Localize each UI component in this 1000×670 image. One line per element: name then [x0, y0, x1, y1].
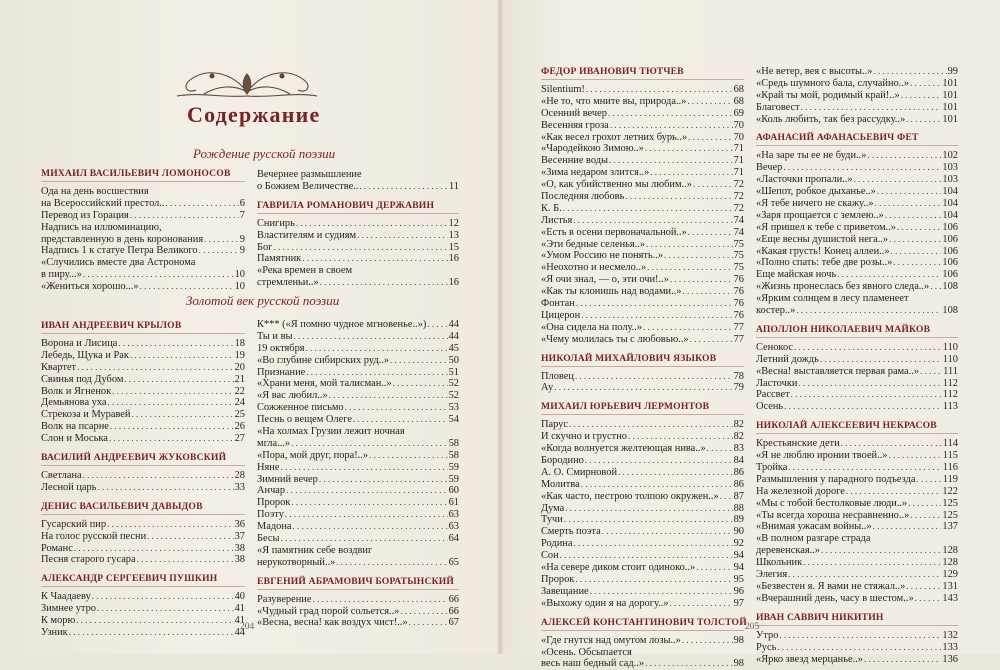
toc-entry[interactable]: «О, как убийственно мы любим..» . . . 72: [541, 179, 744, 191]
author-heading: АЛЕКСАНДР СЕРГЕЕВИЧ ПУШКИН: [41, 573, 218, 585]
toc-entry[interactable]: весь наш бедный сад..» . . . 98: [541, 658, 744, 670]
toc-entry[interactable]: Надпись 1 к статуе Петра Великого . . . 9: [41, 245, 245, 257]
toc-entry[interactable]: «Как весел грохот летних бурь..» . . . 70: [541, 132, 744, 144]
toc-entry[interactable]: «Край ты мой, родимый край!..» . . . 101: [756, 90, 958, 102]
toc-entry[interactable]: Еще майская ночь . . . 106: [756, 269, 958, 281]
toc-entry[interactable]: Фонтан . . . 76: [541, 298, 744, 310]
floral-ornament-icon: [172, 62, 322, 102]
toc-entry[interactable]: Листья . . . 74: [541, 215, 744, 227]
toc-entry[interactable]: Сожженное письмо . . . 53: [257, 402, 459, 414]
toc-entry[interactable]: Слон и Моська . . . 27: [41, 433, 245, 445]
toc-entry[interactable]: Бородино . . . 84: [541, 455, 744, 467]
toc-entry[interactable]: Волк на псарне . . . 26: [41, 421, 245, 433]
author-heading: ВАСИЛИЙ АНДРЕЕВИЧ ЖУКОВСКИЙ: [41, 452, 227, 464]
toc-entry[interactable]: «Какая грусть! Конец аллеи..» . . . 106: [756, 246, 958, 258]
toc-entry[interactable]: «Неохотно и несмело..» . . . 75: [541, 262, 744, 274]
author-heading: ИВАН АНДРЕЕВИЧ КРЫЛОВ: [41, 320, 182, 331]
toc-entry[interactable]: Осенний вечер . . . 69: [541, 108, 744, 120]
toc-entry[interactable]: 19 октября . . . 45: [257, 343, 459, 355]
toc-entry[interactable]: Весенняя гроза . . . 70: [541, 120, 744, 132]
toc-entry[interactable]: «Ласточки пропали..» . . . 103: [756, 174, 958, 186]
page-number: 205: [745, 622, 760, 632]
author-heading: АЛЕКСЕЙ КОНСТАНТИНОВИЧ ТОЛСТОЙ: [541, 616, 747, 628]
toc-entry[interactable]: «Эти бедные селенья..» . . . 75: [541, 239, 744, 251]
toc-entry[interactable]: Школьник . . . 128: [756, 557, 958, 569]
toc-entry[interactable]: «Она сидела на полу..» . . . 77: [541, 322, 744, 334]
toc-entry[interactable]: Снигирь . . . 12: [257, 218, 459, 230]
author-heading: ДЕНИС ВАСИЛЬЕВИЧ ДАВЫДОВ: [41, 500, 203, 512]
toc-entry[interactable]: Разуверение . . . 66: [257, 594, 459, 606]
toc-entry[interactable]: «Выхожу один я на дорогу..» . . . 97: [541, 598, 744, 610]
toc-entry[interactable]: Рассвет . . . 112: [756, 389, 958, 401]
toc-entry[interactable]: Цицерон . . . 76: [541, 310, 744, 322]
entry-line: «Осень. Обсыпается: [541, 646, 632, 658]
toc-entry[interactable]: Перевод из Горация . . . 7: [41, 210, 245, 222]
toc-entry[interactable]: Свинья под Дубом . . . 21: [41, 374, 245, 386]
entry-line: Ода на день восшествия: [41, 186, 149, 197]
toc-entry[interactable]: «Весна! выставляется первая рама..» . . . 111: [756, 366, 958, 378]
author-heading: ЕВГЕНИЙ АБРАМОВИЧ БОРАТЫНСКИЙ: [257, 575, 455, 587]
toc-column: [257, 319, 459, 629]
toc-entry[interactable]: «Я не люблю иронии твоей..» . . . 115: [756, 450, 958, 462]
toc-entry[interactable]: «Зима недаром злится..» . . . 71: [541, 167, 744, 179]
entry-line: «Я памятник себе воздвиг: [257, 544, 373, 556]
toc-entry[interactable]: Ты и вы . . . 44: [257, 331, 459, 343]
toc-entry[interactable]: «Еще весны душистой нега..» . . . 106: [756, 234, 958, 246]
toc-entry[interactable]: «Ярко звезд мерцанье..» . . . 136: [756, 654, 958, 666]
era-heading: Рождение русской поэзии: [193, 146, 336, 161]
toc-entry[interactable]: Silentium! . . . 68: [541, 84, 744, 96]
toc-entry[interactable]: Песня старого гусара . . . 38: [41, 554, 245, 566]
toc-entry[interactable]: Властителям и судиям . . . 13: [257, 230, 459, 242]
entry-line: «На холмах Грузии лежит ночная: [257, 426, 405, 438]
toc-entry[interactable]: Крестьянские дети . . . 114: [756, 438, 958, 450]
toc-entry[interactable]: «Пора, мой друг, пора!..» . . . 58: [257, 450, 459, 462]
page-title: Содержание: [187, 102, 321, 127]
toc-entry[interactable]: «Не то, что мните вы, природа..» . . . 68: [541, 96, 744, 108]
toc-entry[interactable]: костер..» . . . 108: [756, 305, 958, 317]
toc-entry[interactable]: о Божием Величестве.. . . . 11: [257, 181, 459, 193]
toc-entry[interactable]: Зимнее утро . . . 41: [41, 603, 245, 615]
toc-entry[interactable]: Сенокос . . . 110: [756, 342, 958, 354]
author-heading: ФЕДОР ИВАНОВИЧ ТЮТЧЕВ: [541, 66, 684, 77]
toc-entry[interactable]: Анчар . . . 60: [257, 485, 459, 497]
toc-entry[interactable]: «Чудный град порой сольется..» . . . 66: [257, 606, 459, 618]
toc-entry[interactable]: Светлана . . . 28: [41, 470, 245, 482]
toc-entry[interactable]: Лебедь, Щука и Рак . . . 19: [41, 350, 245, 362]
toc-entry[interactable]: нерукотворный..» . . . 65: [257, 557, 459, 569]
toc-entry[interactable]: К. Б. . . . 72: [541, 203, 744, 215]
toc-entry[interactable]: Песнь о вещем Олеге . . . 54: [257, 414, 459, 426]
author-heading: АПОЛЛОН НИКОЛАЕВИЧ МАЙКОВ: [756, 323, 931, 335]
toc-entry[interactable]: «Храни меня, мой талисман..» . . . 52: [257, 378, 459, 390]
toc-entry[interactable]: Сон . . . 94: [541, 550, 744, 562]
toc-entry[interactable]: Русь . . . 133: [756, 642, 958, 654]
entry-line: «Река времен в своем: [257, 265, 353, 277]
toc-entry[interactable]: К Чаадаеву . . . 40: [41, 591, 245, 603]
toc-entry[interactable]: Няне . . . 59: [257, 462, 459, 474]
toc-entry[interactable]: мгла...» . . . 58: [257, 438, 459, 450]
toc-entry[interactable]: «Полно спать: тебе две розы..» . . . 106: [756, 257, 958, 269]
toc-entry[interactable]: Дума . . . 88: [541, 503, 744, 515]
toc-entry[interactable]: «Я пришел к тебе с приветом..» . . . 106: [756, 222, 958, 234]
toc-entry[interactable]: на Всероссийский престол.. . . . 6: [41, 198, 245, 210]
entry-line: «Ярким солнцем в лесу пламенеет: [756, 293, 909, 305]
author-heading: МИХАИЛ ВАСИЛЬЕВИЧ ЛОМОНОСОВ: [41, 168, 231, 179]
entry-line: «В полном разгаре страда: [756, 533, 871, 545]
toc-entry[interactable]: Признание . . . 51: [257, 367, 459, 379]
toc-entry[interactable]: «Когда волнуется желтеющая нива..» . . . 83: [541, 443, 744, 455]
toc-entry[interactable]: Мадона . . . 63: [257, 521, 459, 533]
toc-entry[interactable]: «Мы с тобой бестолковые люди..» . . . 125: [756, 498, 958, 510]
toc-entry[interactable]: Парус . . . 82: [541, 419, 744, 431]
toc-entry[interactable]: Бог . . . 15: [257, 242, 459, 254]
toc-entry[interactable]: «Я вас любил..» . . . 52: [257, 390, 459, 402]
toc-entry[interactable]: «Как ты клонишь над водами..» . . . 76: [541, 286, 744, 298]
toc-entry[interactable]: Пловец . . . 78: [541, 371, 744, 383]
toc-entry[interactable]: «Жизнь пронеслась без явного следа..» . . . 108: [756, 281, 958, 293]
toc-entry[interactable]: Последняя любовь . . . 72: [541, 191, 744, 203]
toc-entry[interactable]: «Ты всегда хороша несравненно..» . . . 125: [756, 510, 958, 522]
toc-entry[interactable]: «Как часто, пестрою толпою окружен..» . . . 87: [541, 491, 744, 503]
toc-entry[interactable]: «На заре ты ее не буди..» . . . 102: [756, 150, 958, 162]
toc-entry[interactable]: деревенская..» . . . 128: [756, 545, 958, 557]
toc-entry[interactable]: Благовест . . . 101: [756, 102, 958, 114]
toc-entry[interactable]: Утро . . . 132: [756, 630, 958, 642]
entry-line: Вечернее размышление: [257, 169, 362, 180]
toc-entry[interactable]: Смерть поэта . . . 90: [541, 526, 744, 538]
author-heading: ИВАН САВВИЧ НИКИТИН: [756, 611, 884, 623]
toc-column: [756, 66, 958, 665]
toc-entry[interactable]: На железной дороге . . . 122: [756, 486, 958, 498]
author-heading: НИКОЛАЙ МИХАЙЛОВИЧ ЯЗЫКОВ: [541, 352, 717, 364]
toc-entry[interactable]: «Я очи знал, — о, эти очи!..» . . . 76: [541, 274, 744, 286]
toc-entry[interactable]: Вечер . . . 103: [756, 162, 958, 174]
toc-entry[interactable]: «Безвестен я. Я вами не стяжал..» . . . 131: [756, 581, 958, 593]
toc-entry[interactable]: Ау . . . 79: [541, 382, 744, 394]
toc-entry[interactable]: Демьянова уха . . . 24: [41, 397, 245, 409]
toc-entry[interactable]: «Вчерашний день, часу в шестом..» . . . 143: [756, 593, 958, 605]
toc-entry[interactable]: Романс . . . 38: [41, 543, 245, 555]
toc-entry[interactable]: «Внимая ужасам войны..» . . . 137: [756, 522, 958, 534]
toc-entry[interactable]: «Чародейкою Зимою..» . . . 71: [541, 143, 744, 155]
toc-entry[interactable]: Завещание . . . 96: [541, 586, 744, 598]
toc-entry[interactable]: «Чему молилась ты с любовью..» . . . 77: [541, 334, 744, 346]
toc-entry[interactable]: «Заря прощается с землею..» . . . 104: [756, 210, 958, 222]
toc-entry[interactable]: Памятник . . . 16: [257, 253, 459, 265]
author-heading: АФАНАСИЙ АФАНАСЬЕВИЧ ФЕТ: [756, 132, 919, 144]
toc-entry[interactable]: Лесной царь . . . 33: [41, 482, 245, 494]
toc-entry[interactable]: «Коль любить, так без рассудку..» . . . 101: [756, 114, 958, 126]
toc-entry[interactable]: Волк и Ягненок . . . 22: [41, 386, 245, 398]
toc-entry[interactable]: Бесы . . . 64: [257, 533, 459, 545]
toc-entry[interactable]: Зимний вечер . . . 59: [257, 474, 459, 486]
toc-entry[interactable]: К*** («Я помню чудное мгновенье..») . . . 44: [257, 319, 459, 331]
toc-entry[interactable]: Летний дождь . . . 110: [756, 354, 958, 366]
toc-entry[interactable]: Молитва . . . 86: [541, 479, 744, 491]
toc-column: [41, 168, 245, 293]
author-heading: НИКОЛАЙ АЛЕКСЕЕВИЧ НЕКРАСОВ: [756, 420, 937, 432]
toc-entry[interactable]: Весенние воды . . . 71: [541, 155, 744, 167]
era-heading: Золотой век русской поэзии: [186, 293, 340, 308]
toc-entry[interactable]: Родина . . . 92: [541, 538, 744, 550]
toc-entry[interactable]: Ласточки . . . 112: [756, 378, 958, 390]
toc-entry[interactable]: Узник . . . 44: [41, 627, 245, 639]
toc-entry[interactable]: Поэту . . . 63: [257, 509, 459, 521]
toc-entry[interactable]: К морю . . . 41: [41, 615, 245, 627]
toc-entry[interactable]: «Шепот, робкое дыханье..» . . . 104: [756, 186, 958, 198]
toc-entry[interactable]: «Жениться хорошо...» . . . 10: [41, 281, 245, 293]
toc-entry[interactable]: И скучно и грустно . . . 82: [541, 431, 744, 443]
entry-line: Надпись на иллюминацию,: [41, 221, 162, 233]
toc-entry[interactable]: На голос русской песни . . . 37: [41, 531, 245, 543]
toc-entry[interactable]: в пиру...» . . . 10: [41, 269, 245, 281]
toc-entry[interactable]: «Где гнутся над омутом лозы..» . . . 98: [541, 635, 744, 647]
toc-entry[interactable]: Пророк . . . 61: [257, 497, 459, 509]
page-number: 204: [240, 622, 255, 632]
toc-entry[interactable]: Гусарский пир . . . 36: [41, 519, 245, 531]
toc-entry[interactable]: «Не ветер, вея с высоты..» . . . 99: [756, 66, 958, 78]
toc-column: [257, 169, 459, 289]
toc-entry[interactable]: «Есть в осени первоначальной..» . . . 74: [541, 227, 744, 239]
toc-entry[interactable]: «Средь шумного бала, случайно..» . . . 101: [756, 78, 958, 90]
toc-entry[interactable]: Тучи . . . 89: [541, 515, 744, 527]
author-heading: МИХАИЛ ЮРЬЕВИЧ ЛЕРМОНТОВ: [541, 401, 710, 413]
toc-entry[interactable]: Стрекоза и Муравей . . . 25: [41, 409, 245, 421]
toc-entry[interactable]: Квартет . . . 20: [41, 362, 245, 374]
toc-entry[interactable]: «Весна, весна! как воздух чист!..» . . . 67: [257, 617, 459, 629]
toc-entry[interactable]: «На севере диком стоит одиноко..» . . . 94: [541, 562, 744, 574]
toc-entry[interactable]: Пророк . . . 95: [541, 574, 744, 586]
toc-entry[interactable]: Ворона и Лисица . . . 18: [41, 338, 245, 350]
toc-entry[interactable]: «Я тебе ничего не скажу..» . . . 104: [756, 198, 958, 210]
toc-entry[interactable]: Элегия . . . 129: [756, 569, 958, 581]
toc-column: [41, 320, 245, 639]
book-gutter: [497, 0, 503, 654]
toc-entry[interactable]: Тройка . . . 116: [756, 462, 958, 474]
toc-entry[interactable]: Размышления у парадного подъезда . . . 119: [756, 474, 958, 486]
toc-entry[interactable]: А. О. Смирновой . . . 86: [541, 467, 744, 479]
toc-entry[interactable]: представленную в день коронования . . . 9: [41, 234, 245, 246]
toc-entry[interactable]: стремленьи..» . . . 16: [257, 277, 459, 289]
toc-column: [541, 66, 747, 670]
author-heading: ГАВРИЛА РОМАНОВИЧ ДЕРЖАВИН: [257, 199, 435, 211]
toc-entry[interactable]: Осень . . . 113: [756, 401, 958, 413]
toc-entry[interactable]: «Умом Россию не понять..» . . . 75: [541, 250, 744, 262]
entry-line: «Случились вместе два Астронома: [41, 257, 196, 269]
toc-entry[interactable]: «Во глубине сибирских руд..» . . . 50: [257, 355, 459, 367]
